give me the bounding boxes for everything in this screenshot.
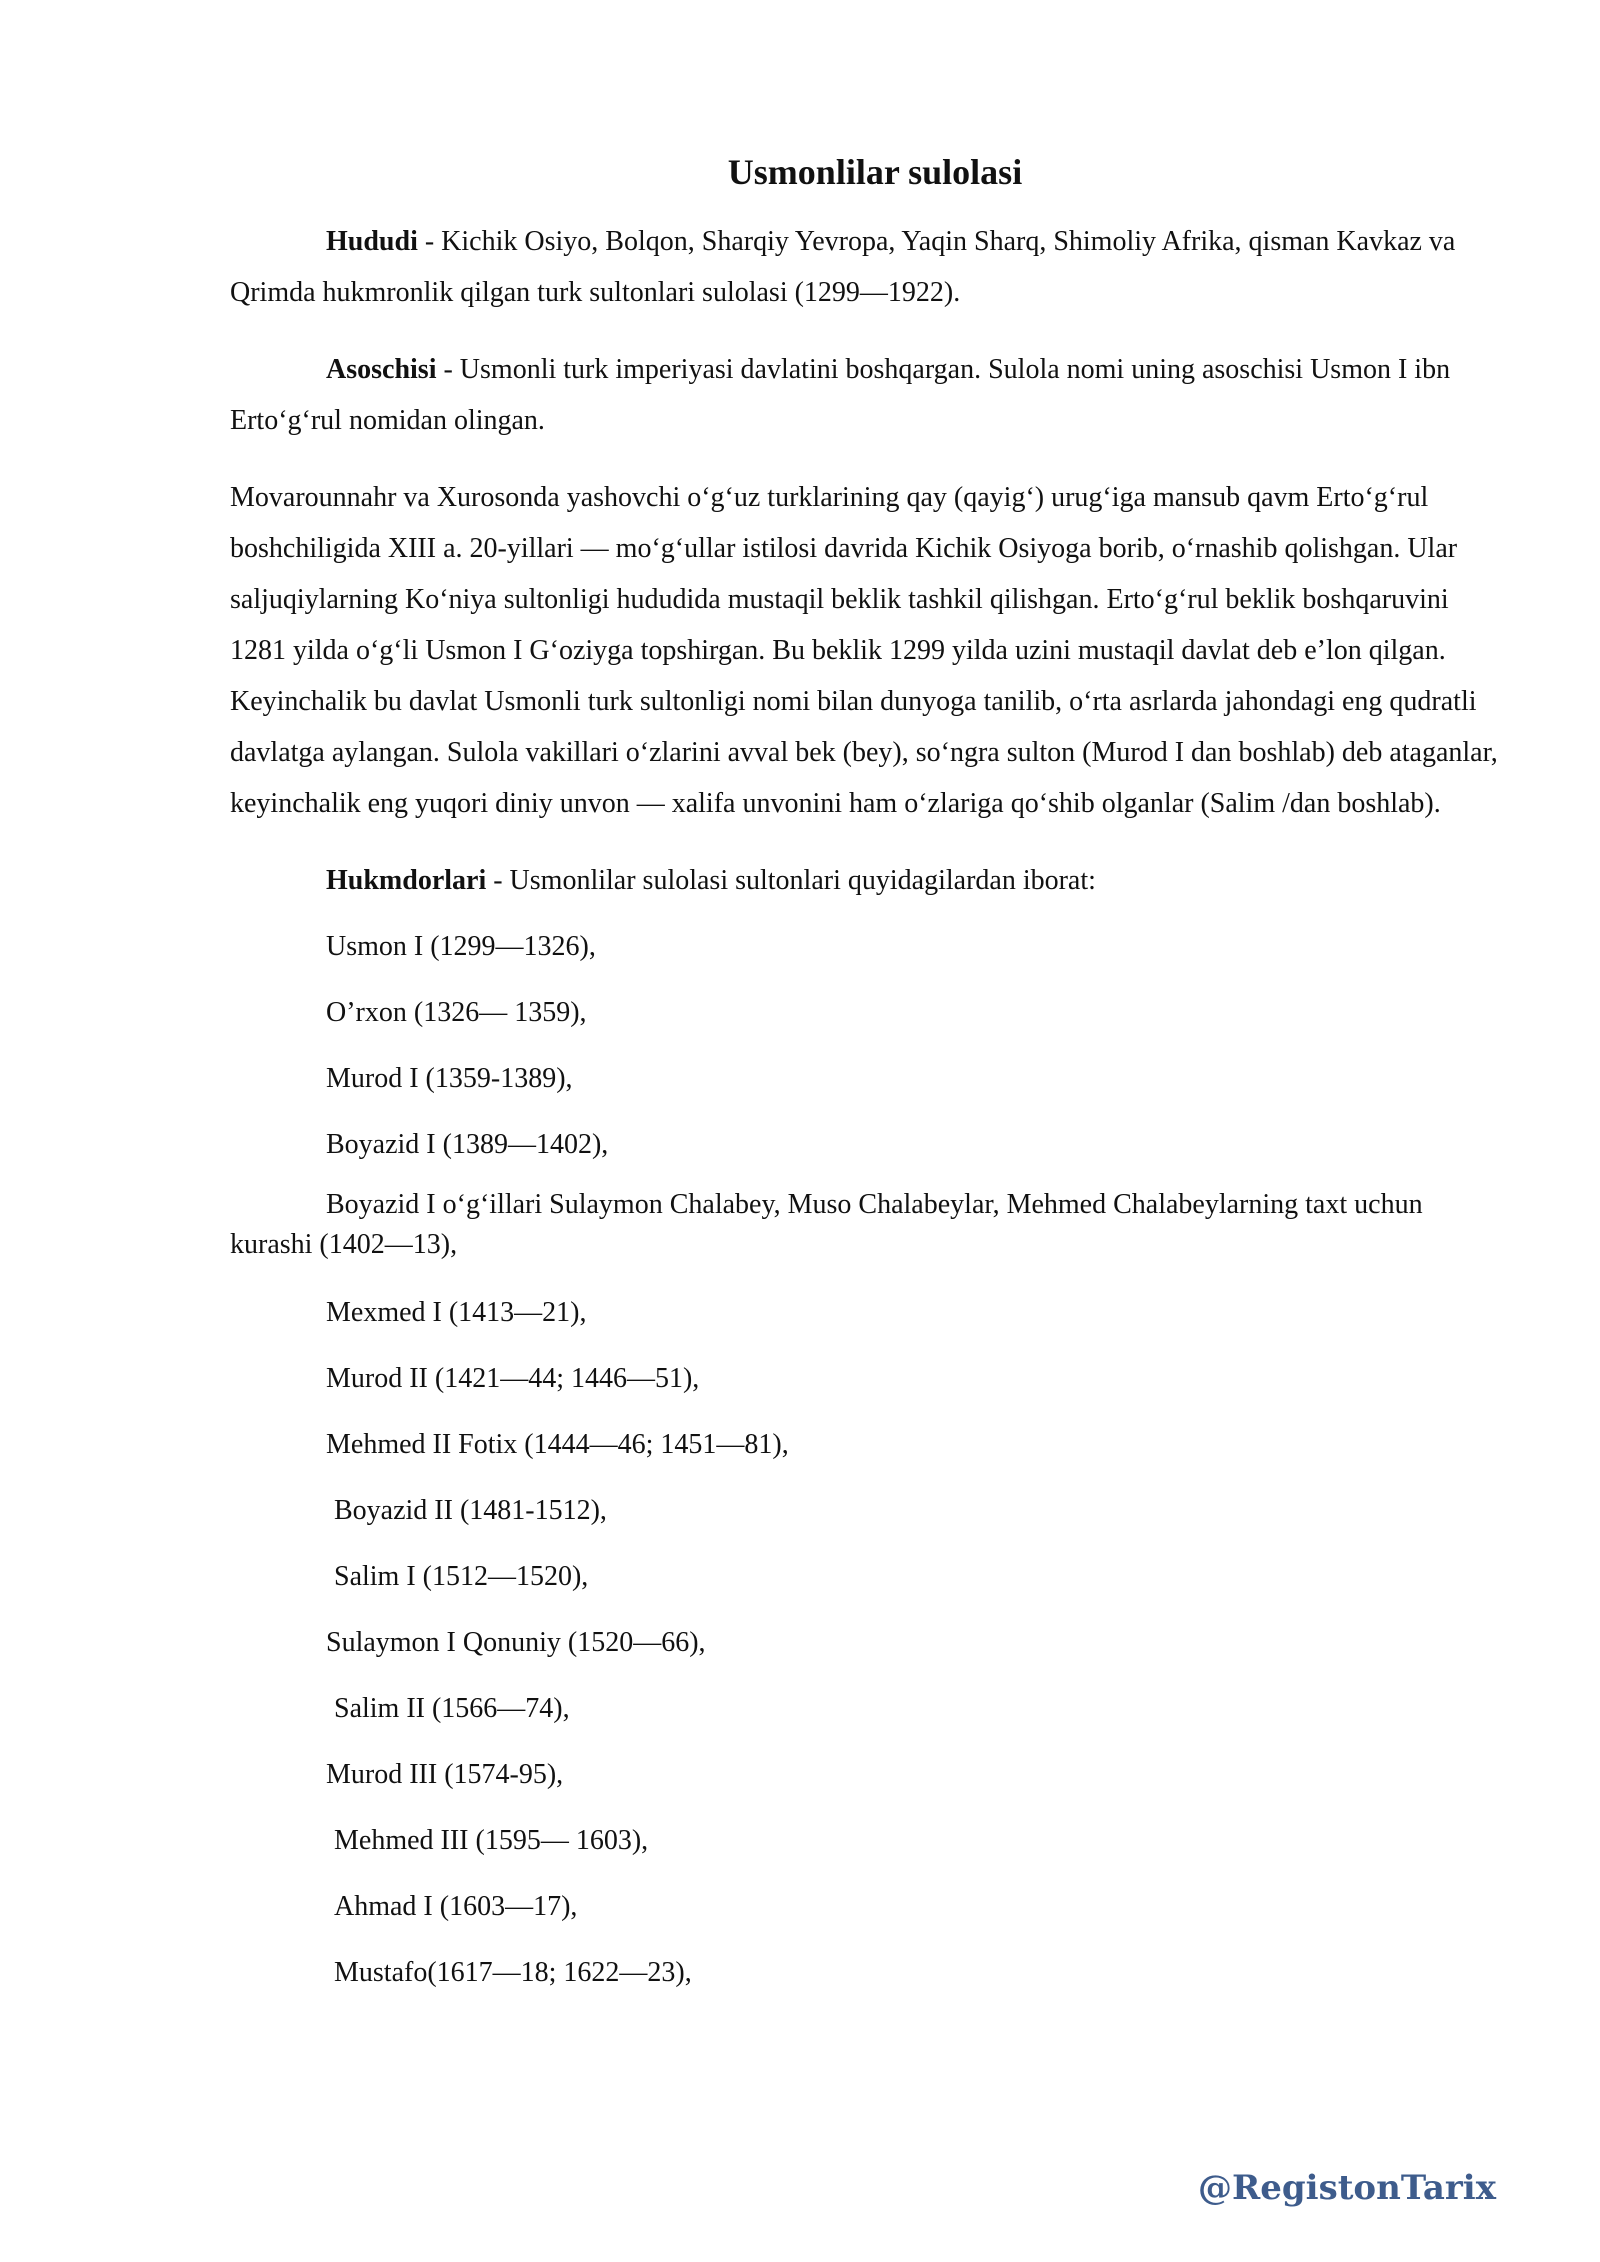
ruler-item: Boyazid I (1389—1402), [326,1129,609,1160]
paragraph-hududi [230,216,1500,318]
ruler-item: Mehmed III (1595— 1603), [334,1825,649,1856]
ruler-item: Salim I (1512—1520), [334,1561,589,1592]
label-hukmdorlari: Hukmdorlari [326,865,487,896]
text-hududi: - Kichik Osiyo, Bolqon, Sharqiy Yevropa, Yaqin Sharq, Shimoliy Afrika, qisman Kavkaz va Qrimda hukmronlik qilgan turk sultonlari sulolasi (1299—1922). [230,226,1456,308]
ruler-item: Boyazid II (1481-1512), [334,1495,607,1526]
document-title: Usmonlilar sulolasi [727,152,1023,192]
ruler-item: Mehmed II Fotix (1444—46; 1451—81), [326,1429,789,1460]
paragraph-hukmdorlari [230,855,1500,906]
ruler-item: Mexmed I (1413—21), [326,1297,587,1328]
document-page [230,150,1500,2013]
rulers-list [230,921,1500,1998]
ruler-item: Murod I (1359-1389), [326,1063,573,1094]
ruler-item: Mustafo(1617—18; 1622—23), [334,1957,692,1988]
ruler-item: O’rxon (1326— 1359), [326,997,587,1028]
text-hukmdorlari: - Usmonlilar sulolasi sultonlari quyidagilardan iborat: [486,865,1096,896]
ruler-item: Ahmad I (1603—17), [334,1891,578,1922]
ruler-item: Salim II (1566—74), [334,1693,570,1724]
label-asoschisi: Asoschisi [326,354,437,385]
label-hududi: Hududi [326,226,418,257]
ruler-item: Murod III (1574-95), [326,1759,564,1790]
text-asoschisi: - Usmonli turk imperiyasi davlatini boshqargan. Sulola nomi uning asoschisi Usmon I ibn Erto‘g‘rul nomidan olingan. [230,354,1451,436]
watermark-handle: @RegistonTarix [1198,2168,1496,2208]
ruler-item: Usmon I (1299—1326), [326,931,596,962]
ruler-item: Murod II (1421—44; 1446—51), [326,1363,700,1394]
paragraph-asoschisi [230,344,1500,446]
ruler-item: Boyazid I o‘g‘illari Sulaymon Chalabey, Muso Chalabeylar, Mehmed Chalabeylarning taxt uchun kurashi (1402—13), [230,1189,1423,1260]
paragraph-history: Movarounnahr va Xurosonda yashovchi o‘g‘uz turklarining qay (qayig‘) urug‘iga mansub qavm Erto‘g‘rul boshchiligida XIII a. 20-yillari — mo‘g‘ullar istilosi davrida Kichik Osiyoga borib, o‘rnashib qolishgan. Ular saljuqiylarning Ko‘niya sultonligi hududida mustaqil beklik tashkil qilishgan. Erto‘g‘rul beklik boshqaruvini 1281 yilda o‘g‘li Usmon I G‘oziyga topshirgan. Bu beklik 1299 yilda uzini mustaqil davlat deb e’lon qilgan. Keyinchalik bu davlat Usmonli turk sultonligi nomi bilan dunyoga tanilib, o‘rta asrlarda jahondagi eng qudratli davlatga aylangan. Sulola vakillari o‘zlarini avval bek (bey), so‘ngra sulton (Murod I dan boshlab) deb ataganlar, keyinchalik eng yuqori diniy unvon — xalifa unvonini ham o‘zlariga qo‘shib olganlar (Salim /dan boshlab). [230,482,1498,819]
ruler-item: Sulaymon I Qonuniy (1520—66), [326,1627,706,1658]
